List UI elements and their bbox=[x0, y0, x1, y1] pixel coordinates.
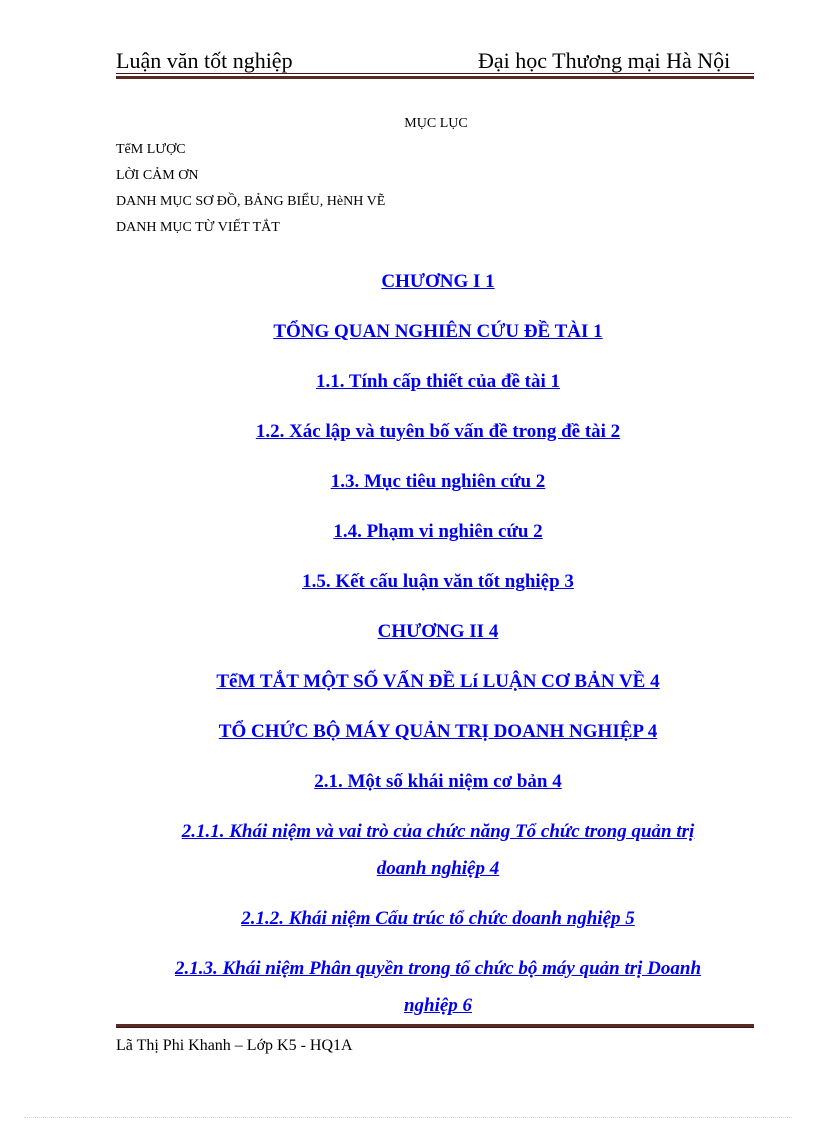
toc-link-2-1-1-line1[interactable]: 2.1.1. Khái niệm và vai trò của chức năng Tổ chức trong quản trị bbox=[181, 821, 695, 842]
front-matter-abbreviations: DANH MỤC TỪ VIẾT TẮT bbox=[116, 220, 280, 235]
front-matter-summary: TểM LƯỢC bbox=[116, 142, 186, 157]
toc-link-1-2[interactable]: 1.2. Xác lập và tuyên bố vấn đề trong đề tài 2 bbox=[255, 421, 621, 442]
toc-link-2-1-3-line2[interactable]: nghiệp 6 bbox=[403, 995, 473, 1016]
front-matter-figures-list: DANH MỤC SƠ ĐỒ, BẢNG BIỂU, HèNH VẼ bbox=[116, 194, 386, 209]
toc-title: MỤC LỤC bbox=[404, 116, 468, 131]
front-matter-acknowledgement: LỜI CẢM ƠN bbox=[116, 168, 199, 183]
toc-link-1-3[interactable]: 1.3. Mục tiêu nghiên cứu 2 bbox=[330, 471, 546, 492]
header-thesis-label: Luận văn tốt nghiệp bbox=[116, 48, 293, 73]
toc-link-chapter-2[interactable]: CHƯƠNG II 4 bbox=[377, 621, 499, 642]
toc-link-2-1[interactable]: 2.1. Một số khái niệm cơ bản 4 bbox=[314, 771, 562, 792]
footer-author-class: Lã Thị Phi Khanh – Lớp K5 - HQ1A bbox=[116, 1037, 353, 1054]
toc-link-chapter-2-title-line2[interactable]: TỔ CHỨC BỘ MÁY QUẢN TRỊ DOANH NGHIỆP 4 bbox=[218, 721, 658, 742]
toc-link-chapter-1[interactable]: CHƯƠNG I 1 bbox=[381, 271, 495, 292]
page-edge-dotted-line bbox=[24, 1117, 792, 1118]
footer-divider bbox=[116, 1022, 754, 1028]
toc-link-2-1-2[interactable]: 2.1.2. Khái niệm Cấu trúc tổ chức doanh nghiệp 5 bbox=[241, 908, 635, 929]
toc-link-chapter-1-title[interactable]: TỔNG QUAN NGHIÊN CỨU ĐỀ TÀI 1 bbox=[273, 321, 603, 342]
header-divider bbox=[116, 73, 754, 79]
toc-link-2-1-1-line2[interactable]: doanh nghiệp 4 bbox=[376, 858, 500, 879]
toc-link-1-1[interactable]: 1.1. Tính cấp thiết của đề tài 1 bbox=[315, 371, 561, 392]
toc-link-1-4[interactable]: 1.4. Phạm vi nghiên cứu 2 bbox=[333, 521, 543, 542]
header-university-label: Đại học Thương mại Hà Nội bbox=[478, 48, 731, 73]
toc-link-chapter-2-title-line1[interactable]: TểM TẮT MỘT SỐ VẤN ĐỀ Lí LUẬN CƠ BẢN VỀ 4 bbox=[216, 671, 660, 692]
toc-link-2-1-3-line1[interactable]: 2.1.3. Khái niệm Phân quyền trong tổ chức bộ máy quản trị Doanh bbox=[174, 958, 702, 979]
toc-link-1-5[interactable]: 1.5. Kết cấu luận văn tốt nghiệp 3 bbox=[302, 571, 574, 592]
